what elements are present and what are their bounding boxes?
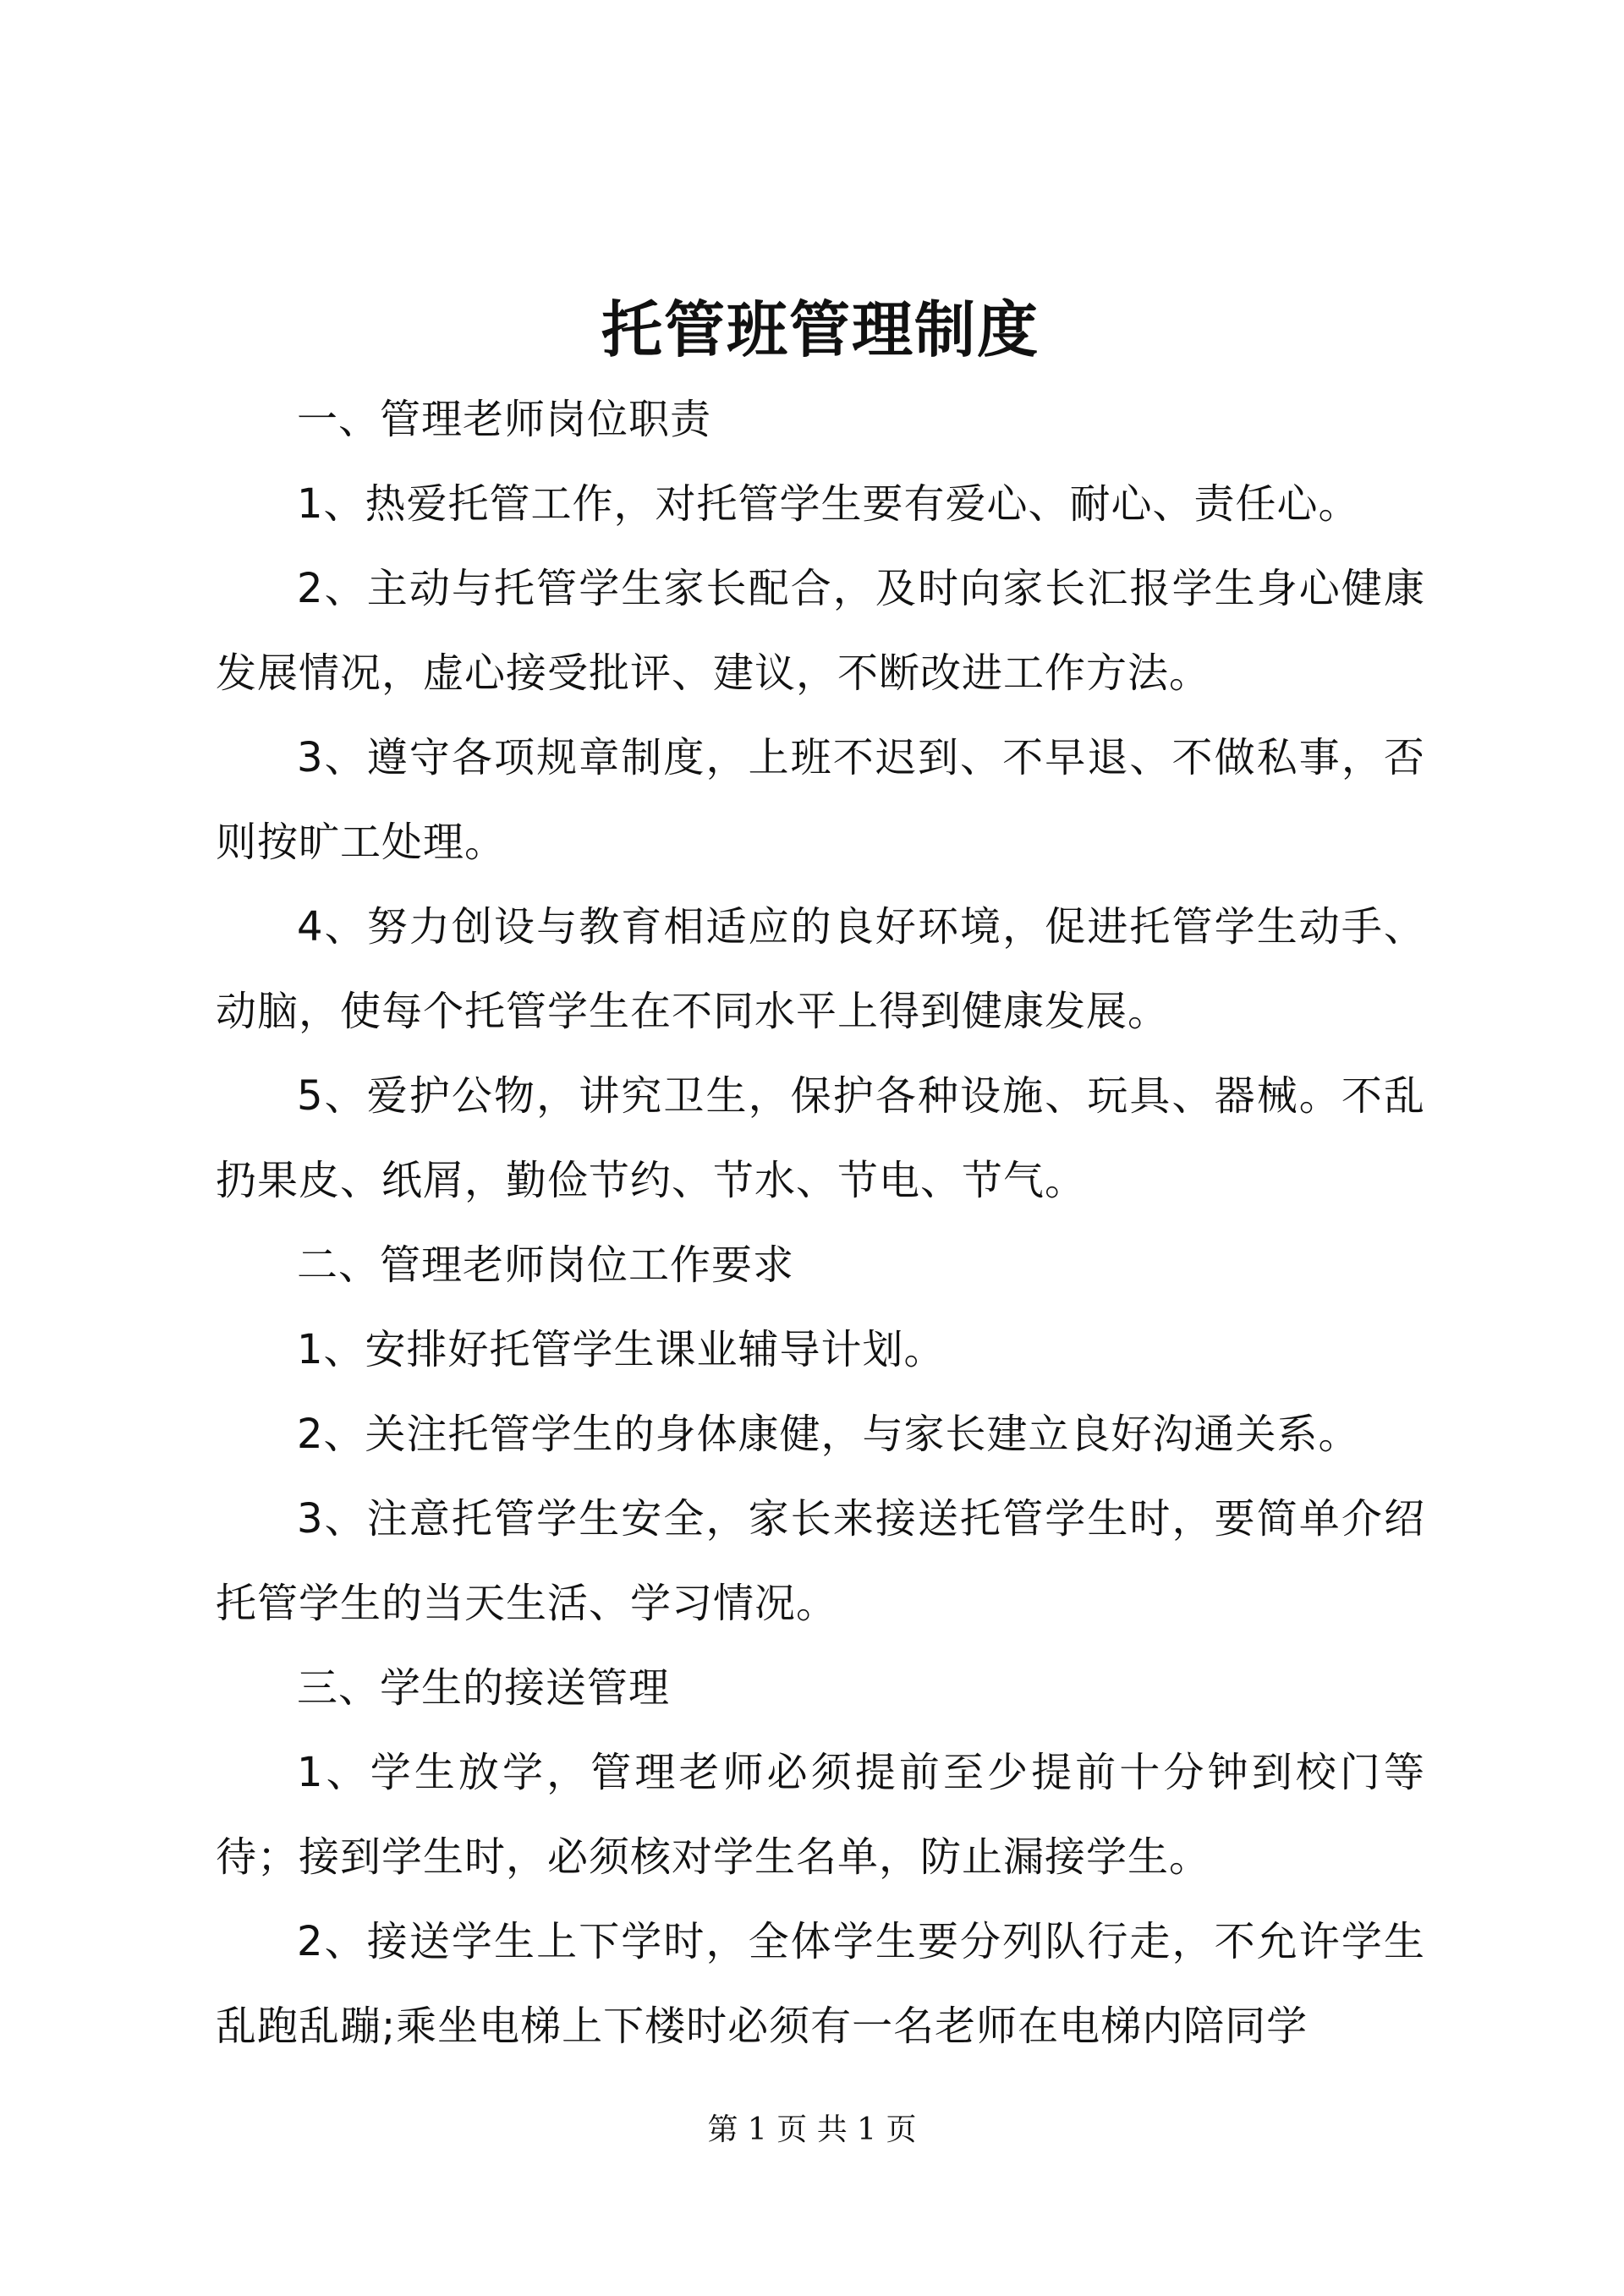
page-footer: 第 1 页 共 1 页 [707, 2112, 917, 2147]
paragraph: 3、注意托管学生安全，家长来接送托管学生时，要简单介绍托管学生的当天生活、学习情况。 [216, 1495, 1425, 1627]
paragraph: 1、热爱托管工作，对托管学生要有爱心、耐心、责任心。 [297, 480, 1360, 528]
paragraph: 4、努力创设与教育相适应的良好环境，促进托管学生动手、动脑，使每个托管学生在不同水平上得到健康发展。 [216, 903, 1425, 1035]
paragraph: 2、主动与托管学生家长配合，及时向家长汇报学生身心健康发展情况，虚心接受批评、建议，不断改进工作方法。 [216, 565, 1425, 697]
paragraph: 2、关注托管学生的身体康健，与家长建立良好沟通关系。 [297, 1411, 1360, 1458]
section-heading-2: 二、管理老师岗位工作要求 [297, 1241, 795, 1289]
paragraph: 2、接送学生上下学时，全体学生要分列队行走，不允许学生乱跑乱蹦;乘坐电梯上下楼时必须有一名老师在电梯内陪同学 [216, 1918, 1425, 2050]
paragraph: 3、遵守各项规章制度，上班不迟到、不早退、不做私事，否则按旷工处理。 [216, 734, 1425, 866]
paragraph: 1、学生放学，管理老师必须提前至少提前十分钟到校门等待；接到学生时，必须核对学生名单，防止漏接学生。 [216, 1749, 1425, 1881]
document-body [216, 288, 1425, 2069]
document-title: 托管班管理制度 [601, 293, 1040, 365]
paragraph: 5、爱护公物，讲究卫生，保护各种设施、玩具、器械。不乱扔果皮、纸屑，勤俭节约、节水、节电、节气。 [216, 1072, 1425, 1204]
section-heading-3: 三、学生的接送管理 [297, 1664, 671, 1712]
section-heading-1: 一、管理老师岗位职责 [297, 396, 712, 443]
paragraph: 1、安排好托管学生课业辅导计划。 [297, 1326, 946, 1373]
